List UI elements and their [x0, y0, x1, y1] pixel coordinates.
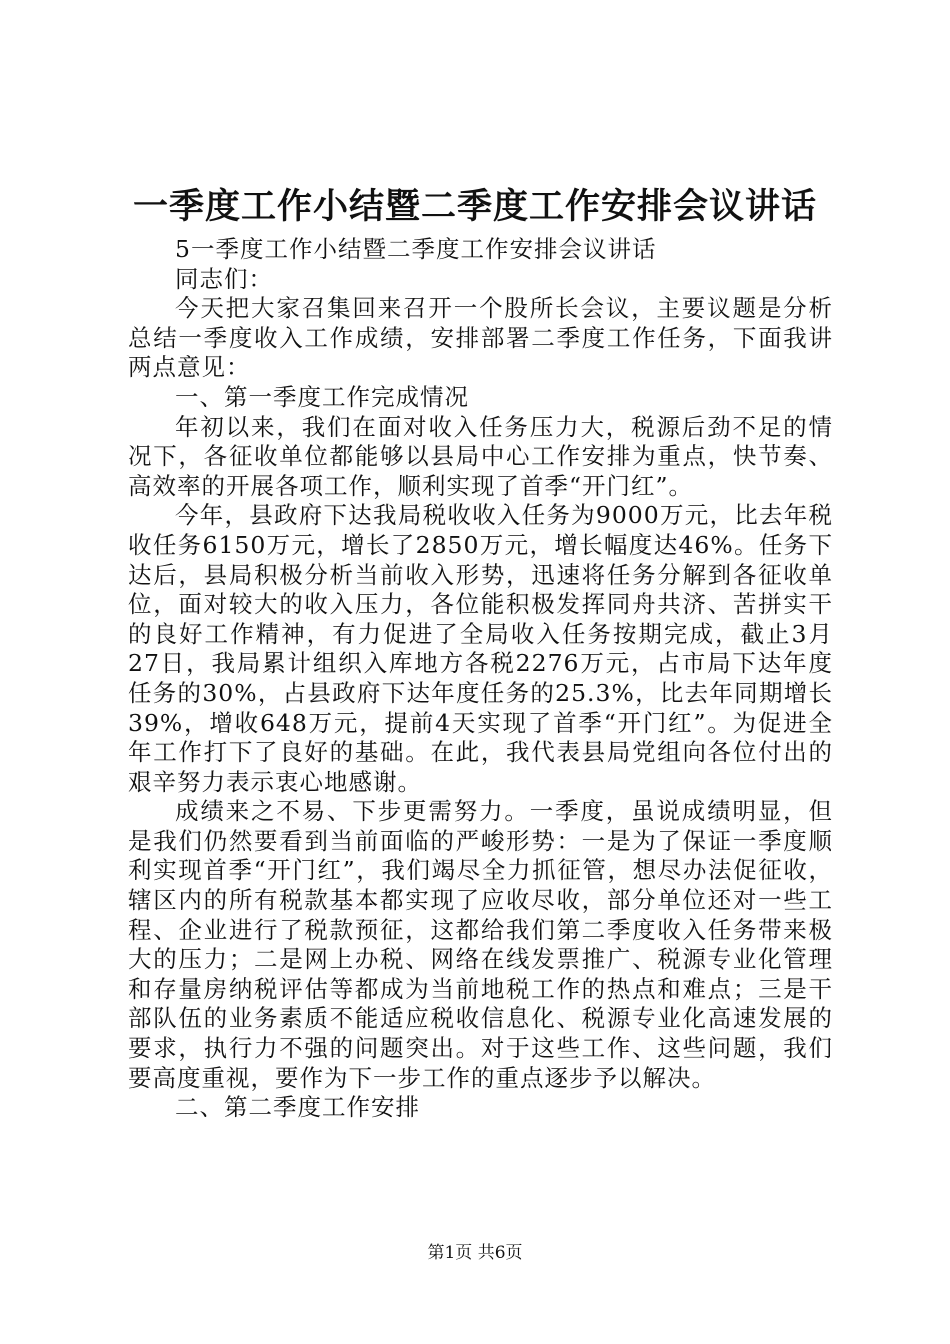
page-number: 第1页 共6页 — [427, 1243, 523, 1263]
section-heading-1: 一、第一季度工作完成情况 — [175, 382, 469, 411]
section-heading-2: 二、第二季度工作安排 — [175, 1093, 420, 1122]
paragraph-intro: 今天把大家召集回来召开一个股所长会议，主要议题是分析总结一季度收入工作成绩，安排部署二季度工作任务，下面我讲两点意见： — [128, 294, 833, 382]
document-title: 一季度工作小结暨二季度工作安排会议讲话 — [132, 186, 817, 227]
paragraph-challenges: 成绩来之不易、下步更需努力。一季度，虽说成绩明显，但是我们仍然要看到当前面临的严峻形势：一是为了保证一季度顺利实现首季“开门红”，我们竭尽全力抓征管，想尽办法促征收，辖区内的所有税款基本都实现了应收尽收，部分单位还对一些工程、企业进行了税款预征，这都给我们第二季度收入任务带来极大的压力；二是网上办税、网络在线发票推广、税源专业化管理和存量房纳税评估等都成为当前地税工作的热点和难点；三是干部队伍的业务素质不能适应税收信息化、税源专业化高速发展的要求，执行力不强的问题突出。对于这些工作、这些问题，我们要高度重视，要作为下一步工作的重点逐步予以解决。 — [128, 797, 833, 1092]
paragraph-salutation: 同志们： — [175, 264, 273, 293]
paragraph-subtitle: 5一季度工作小结暨二季度工作安排会议讲话 — [175, 235, 657, 263]
paragraph-overview: 年初以来，我们在面对收入任务压力大，税源后劲不足的情况下，各征收单位都能够以县局中心工作安排为重点，快节奏、高效率的开展各项工作，顺利实现了首季“开门红”。 — [128, 412, 833, 500]
document-body — [128, 235, 833, 1123]
paragraph-figures: 今年，县政府下达我局税收收入任务为9000万元，比去年税收任务6150万元，增长了2850万元，增长幅度达46%。任务下达后，县局积极分析当前收入形势，迅速将任务分解到各征收单位，面对较大的收入压力，各位能积极发挥同舟共济、苦拼实干的良好工作精神，有力促进了全局收入任务按期完成，截止3月27日，我局累计组织入库地方各税2276万元，占市局下达年度任务的30%，占县政府下达年度任务的25.3%，比去年同期增长39%，增收648万元，提前4天实现了首季“开门红”。为促进全年工作打下了良好的基础。在此，我代表县局党组向各位付出的艰辛努力表示衷心地感谢。 — [128, 501, 833, 796]
